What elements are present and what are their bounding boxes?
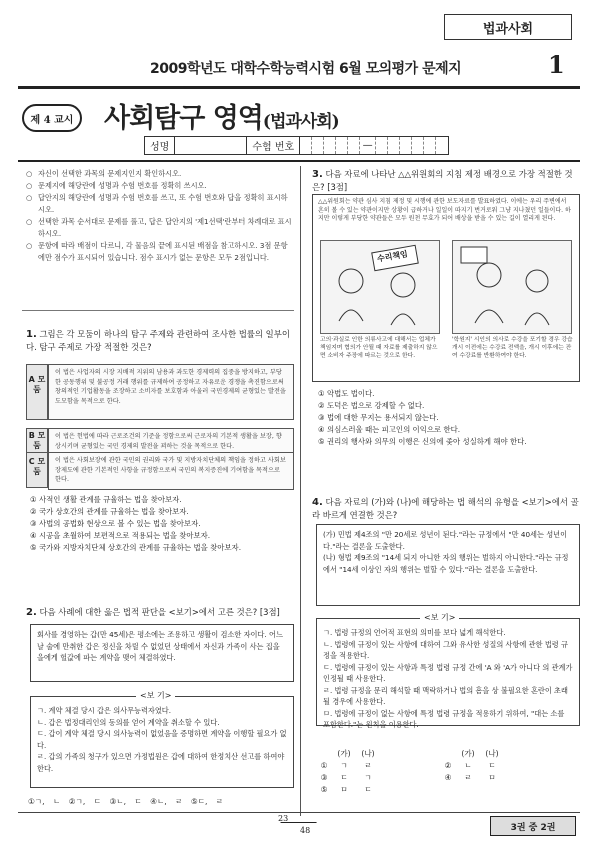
- question-1: [26, 328, 294, 353]
- cartoon-left: [320, 240, 440, 334]
- q2-options[interactable]: ①ㄱ, ㄴ ②ㄱ, ㄷ ③ㄴ, ㄷ ④ㄴ, ㄹ ⑤ㄷ, ㄹ: [28, 797, 224, 806]
- question-text: 다음 자료에 나타난 △△위원회의 지침 제정 배경으로 가장 적절한 것은? [3점]: [312, 169, 573, 192]
- option-na: ㄷ: [364, 785, 372, 794]
- page-total: 48: [300, 826, 311, 835]
- exam-no-cell[interactable]: [400, 137, 412, 154]
- answer-row[interactable]: [316, 784, 580, 796]
- q3-passage: △△위원회는 약관 심사 지침 제정 및 시행에 관한 보도자료를 발표하였다. 이에는 우리 주변에서 흔히 볼 수 있는 약관이지만 상황이 급하거나 일일이 따지기 번거로워 그냥 지나쳤던 일들이다. 하지만 이렇게 부당한 약관들은 모두 원천 무효가 되어 배상을 받을 수 있는 길이 열리게 된다.: [318, 198, 571, 222]
- cartoon-right-illustration: [453, 241, 573, 335]
- page-number: 1: [548, 50, 565, 79]
- group-a-tag: A 모둠: [26, 364, 48, 420]
- exam-no-cell[interactable]: [424, 137, 436, 154]
- col-ga: (가): [337, 749, 351, 758]
- exam-no-cell[interactable]: [412, 137, 424, 154]
- option-ga: ㄴ: [464, 761, 472, 770]
- bogi-item: ㄴ. 갑은 법정대리인의 동의를 얻어 계약을 취소할 수 있다.: [37, 717, 220, 727]
- question-number: 1.: [26, 329, 37, 340]
- instructions-list: [26, 168, 294, 264]
- exam-no-cell[interactable]: [376, 137, 388, 154]
- name-label: 성명: [145, 137, 175, 154]
- option-number: ④: [444, 773, 452, 782]
- answer-row[interactable]: [316, 760, 580, 772]
- option-ga: ㄱ: [340, 761, 348, 770]
- option-ga: ㅁ: [340, 785, 348, 794]
- option-na: ㄱ: [364, 773, 372, 782]
- group-a-text: 이 법은 사업자의 시장 지배적 지위의 남용과 과도한 경제력의 집중을 방지하고, 부당한 공동행위 및 불공정 거래 행위를 규제하여 공정하고 자유로운 경쟁을 촉진함으로써 창의적인 기업활동을 조장하고 소비자를 보호함과 아울러 국민경제의 균형있는 발전을 도모함을 목적으로 한다.: [48, 364, 294, 420]
- question-4: [312, 496, 580, 521]
- case-box: 회사를 경영하는 갑(만 45세)은 평소에는 조용하고 생활이 검소한 자이다. 어느 날 술에 만취한 갑은 정신을 차릴 수 없었던 상태에서 자신과 가족이 사는 집을 을에게 헐값에 파는 계약을 맺어 체결하였다.: [30, 624, 294, 682]
- option-ga: ㄷ: [340, 773, 348, 782]
- group-b-tag: B 모둠: [26, 428, 48, 460]
- answer-row[interactable]: [316, 772, 580, 784]
- option-number: ①: [320, 761, 328, 770]
- question-3: [312, 168, 580, 193]
- cartoon-sign: 수리책임: [376, 249, 409, 264]
- exam-no-cell[interactable]: [388, 137, 400, 154]
- option[interactable]: ③ 법에 대한 무지는 용서되지 않는다.: [318, 413, 439, 422]
- option-number: ②: [444, 761, 452, 770]
- header-rule: [18, 86, 580, 89]
- group-b-text: 이 법은 헌법에 따라 근로조건의 기준을 정함으로써 근로자의 기본적 생활을 보장, 향상시키며 균형있는 국민 경제의 발전을 꾀하는 것을 목적으로 한다.: [48, 428, 294, 460]
- instruction-item: ○ 자신이 선택한 과목의 문제지인지 확인하시오.: [26, 168, 294, 180]
- option-na: ㄹ: [364, 761, 372, 770]
- q1-options: [30, 494, 296, 554]
- option[interactable]: ① 사적인 생활 관계를 규율하는 법을 찾아보자.: [30, 495, 182, 504]
- cartoon-right: [452, 240, 572, 334]
- option[interactable]: ④ 의심스러울 때는 피고인의 이익으로 한다.: [318, 425, 461, 434]
- option[interactable]: ① 악법도 법이다.: [318, 389, 375, 398]
- col-na: (나): [485, 749, 499, 758]
- title-rule: [18, 160, 580, 162]
- name-exam-row: [144, 136, 449, 155]
- q2-bogi-label: <보 기>: [136, 690, 175, 701]
- caption-right: '학원지' 시인의 의사로 수강을 포기할 경우 강습 개시 이전에는 수강료 전액을, 개시 이후에는 잔여 수강료를 반환하여야 한다.: [452, 337, 573, 359]
- footer-rule: [18, 812, 580, 813]
- q4-item: (가) 민법 제4조의 "만 20세로 성년이 된다."라는 규정에서 "만 40세는 성년이다."라는 결론을 도출한다.: [323, 530, 568, 551]
- period-badge: 제 4 교시: [22, 104, 82, 132]
- question-text: 그림은 각 모둠이 하나의 탐구 주제와 관련하여 조사한 법률의 일부이다. 탐구 주제로 가장 적절한 것은?: [26, 329, 290, 352]
- question-text: 다음 자료의 (가)와 (나)에 해당하는 법 해석의 유형을 <보기>에서 골라 바르게 연결한 것은?: [312, 497, 579, 520]
- group-c-text: 이 법은 사회보장에 관한 국민의 권리와 국가 및 지방자치단체의 책임을 정하고 사회보장제도에 관한 기본적인 사항을 규정함으로써 국민의 복지증진에 기여함을 목적으로 한다.: [48, 452, 294, 490]
- name-field[interactable]: [175, 137, 247, 154]
- subject-title-main: 사회탐구 영역: [104, 103, 263, 134]
- bogi-item: ㅁ. 법령에 규정이 없는 사항에 특정 법령 규정을 적용하기 위하여, "대는 소를 포함한다."는 원칙을 이용한다.: [323, 708, 565, 729]
- col-ga: (가): [461, 749, 475, 758]
- option[interactable]: ④ 시공을 초월하여 보편적으로 적용되는 법을 찾아보자.: [30, 531, 211, 540]
- group-c-tag: C 모둠: [26, 452, 48, 488]
- exam-no-cell[interactable]: [348, 137, 360, 154]
- q2-bogi-box: [30, 696, 294, 788]
- question-number: 3.: [312, 169, 323, 180]
- q4-box: [316, 524, 580, 606]
- page-current: 23: [278, 814, 289, 823]
- volume-badge: 3권 중 2권: [490, 816, 576, 836]
- bogi-item: ㄴ. 법령에 규정이 있는 사항에 대하여 그와 유사한 성질의 사항에 관한 법령 규정을 적용한다.: [323, 639, 568, 660]
- instructions-rule: [22, 310, 294, 311]
- subject-badge: 법과사회: [444, 14, 572, 40]
- bogi-item: ㄹ. 법령 규정을 문리 해석할 때 맥락하거나 법의 흠을 상 불필요한 혼란이 초래될 경우에 사용한다.: [323, 685, 568, 706]
- exam-no-cell[interactable]: [312, 137, 324, 154]
- q4-answer-grid: [316, 748, 580, 796]
- option[interactable]: ③ 사법의 공법화 현상으로 볼 수 있는 법을 찾아보자.: [30, 519, 201, 528]
- bogi-item: ㄷ. 갑이 계약 체결 당시 의사능력이 없었음을 증명하면 계약을 이행할 필요가 없다.: [37, 729, 287, 750]
- instruction-item: ○ 문제지에 해당란에 성명과 수험 번호를 정확히 쓰시오.: [26, 180, 294, 192]
- caption-left: 고의·과실로 인한 의류사고에 대해서는 업체가 책임지며 협의가 안될 때 자료를 제출하지 않으면 소비자 주장에 따르는 것으로 한다.: [320, 337, 438, 359]
- option-na: ㄷ: [488, 761, 496, 770]
- option[interactable]: ⑤ 권리의 행사와 의무의 이행은 신의에 좇아 성실하게 해야 한다.: [318, 437, 527, 446]
- column-divider: [300, 166, 301, 816]
- subject-title-paren: (법과사회): [262, 112, 339, 132]
- answer-header-row: [316, 748, 580, 760]
- option-na: ㅁ: [488, 773, 496, 782]
- exam-no-cell[interactable]: [324, 137, 336, 154]
- q4-bogi-label: <보 기>: [420, 612, 459, 623]
- question-text: 다음 사례에 대한 옳은 법적 판단을 <보기>에서 고른 것은? [3점]: [39, 607, 280, 617]
- instruction-item: ○ 답안지의 해당란에 성명과 수험 번호를 쓰고, 또 수험 번호와 답을 정확히 표시하시오.: [26, 192, 294, 216]
- question-number: 4.: [312, 497, 323, 508]
- subject-title: [104, 96, 339, 135]
- option[interactable]: ② 도덕은 법으로 강제할 수 없다.: [318, 401, 425, 410]
- option-number: ③: [320, 773, 328, 782]
- exam-no-cell[interactable]: [436, 137, 448, 154]
- q4-item: (나) 형법 제9조의 "14세 되지 아니한 자의 행위는 벌하지 아니한다."라는 규정에서 "14세 이상인 자의 행위는 벌할 수 있다."라는 결론을 도출한다.: [323, 553, 569, 574]
- q4-bogi-box: [316, 618, 580, 729]
- exam-no-cell[interactable]: [300, 137, 312, 154]
- bogi-item: ㄷ. 법령에 규정이 있는 사항과 특정 법령 규정 간에 'A 와 'A가 아니다 의 관계가 인정될 때 사용한다.: [323, 662, 573, 683]
- bogi-item: ㄱ. 계약 체결 당시 갑은 의사무능력자였다.: [37, 706, 172, 715]
- exam-no-cell[interactable]: [336, 137, 348, 154]
- q3-options: [318, 388, 527, 448]
- instruction-item: ○ 문항에 따라 배점이 다르니, 각 물음의 끝에 표시된 배점을 참고하시오. 3점 문항에만 점수가 표시되어 있습니다. 점수 표시가 없는 문항은 모두 2점입니다.: [26, 240, 294, 264]
- col-na: (나): [361, 749, 375, 758]
- bogi-item: ㄹ. 갑의 가족의 청구가 있으면 가정법원은 갑에 대하여 한정치산 선고를 하여야 한다.: [37, 752, 285, 773]
- option-ga: ㄹ: [464, 773, 472, 782]
- option[interactable]: ② 국가 상호간의 관계를 규율하는 법을 찾아보자.: [30, 507, 189, 516]
- instruction-item: ○ 선택한 과목 순서대로 문제를 풀고, 답은 답안지의 '제1선택'란부터 차례대로 표시하시오.: [26, 216, 294, 240]
- question-number: 2.: [26, 607, 37, 618]
- option[interactable]: ⑤ 국가와 지방자치단체 상호간의 관계를 규율하는 법을 찾아보자.: [30, 543, 242, 552]
- exam-no-dash: —: [360, 137, 376, 154]
- bogi-item: ㄱ. 법령 규정의 언어적 표현의 의미를 보다 넓게 해석한다.: [323, 628, 506, 637]
- exam-title: 2009학년도 대학수학능력시험 6월 모의평가 문제지: [150, 61, 462, 77]
- exam-no-label: 수험 번호: [247, 137, 300, 154]
- option-number: ⑤: [320, 785, 328, 794]
- question-2: [26, 606, 294, 619]
